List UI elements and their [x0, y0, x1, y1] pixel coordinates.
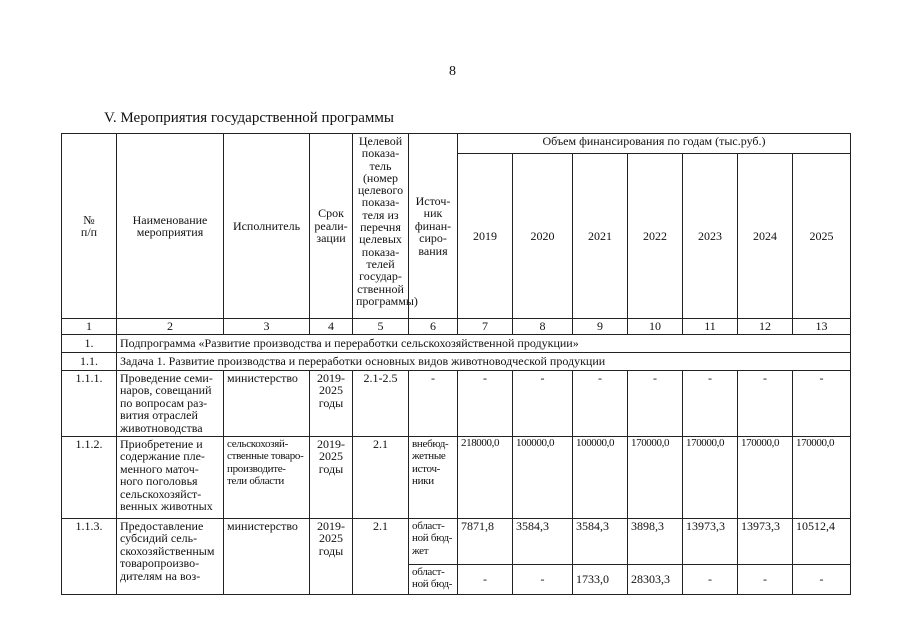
- row-num: 1.1.1.: [62, 370, 117, 436]
- header-name: Наименование мероприятия: [117, 134, 224, 319]
- header-funding: Объем финансирования по годам (тыс.руб.): [458, 134, 851, 154]
- row-value: -: [683, 370, 738, 436]
- program-activities-table: [61, 133, 851, 595]
- subprogram-title: Подпрограмма «Развитие производства и переработки сельскохозяйственной продукции»: [117, 334, 851, 352]
- column-number: 3: [224, 319, 310, 335]
- row-value: -: [513, 370, 573, 436]
- column-number: 8: [513, 319, 573, 335]
- table-row: [62, 436, 851, 518]
- column-number: 11: [683, 319, 738, 335]
- row-term: 2019- 2025 годы: [310, 518, 353, 594]
- header-year: 2023: [683, 154, 738, 319]
- row-value: -: [683, 564, 738, 594]
- row-value: -: [513, 564, 573, 594]
- page-number: 8: [449, 64, 456, 79]
- section-title: V. Мероприятия государственной программы: [104, 110, 394, 126]
- row-value: -: [738, 564, 793, 594]
- header-executor: Исполнитель: [224, 134, 310, 319]
- row-num: 1.1.2.: [62, 436, 117, 518]
- row-value: 100000,0: [513, 436, 573, 518]
- row-executor: сельскохозяй- ственные товаро- производите- тели области: [224, 436, 310, 518]
- row-target: 2.1-2.5: [353, 370, 409, 436]
- header-year: 2024: [738, 154, 793, 319]
- table-row: [62, 518, 851, 564]
- task-num: 1.1.: [62, 352, 117, 370]
- column-number: 12: [738, 319, 793, 335]
- column-number: 7: [458, 319, 513, 335]
- row-value: 3584,3: [573, 518, 628, 564]
- row-value: 100000,0: [573, 436, 628, 518]
- row-value: -: [628, 370, 683, 436]
- header-year: 2025: [793, 154, 851, 319]
- row-value: -: [573, 370, 628, 436]
- header-year: 2021: [573, 154, 628, 319]
- header-target: Целевой показа- тель (номер целевого показа- теля из перечня целевых показа- телей государ- ственной программы): [353, 134, 409, 319]
- column-number: 13: [793, 319, 851, 335]
- row-value: 28303,3: [628, 564, 683, 594]
- task-title: Задача 1. Развитие производства и переработки основных видов животноводческой продукции: [117, 352, 851, 370]
- column-number: 10: [628, 319, 683, 335]
- row-source: -: [409, 370, 458, 436]
- row-name: Проведение семи- наров, совещаний по вопросам раз- вития отраслей животноводства: [117, 370, 224, 436]
- header-year: 2022: [628, 154, 683, 319]
- row-value: 7871,8: [458, 518, 513, 564]
- row-value: -: [738, 370, 793, 436]
- row-value: 13973,3: [683, 518, 738, 564]
- column-number: 1: [62, 319, 117, 335]
- row-value: 218000,0: [458, 436, 513, 518]
- row-target: 2.1: [353, 518, 409, 594]
- row-value: 170000,0: [683, 436, 738, 518]
- row-executor: министерство: [224, 518, 310, 594]
- column-number: 5: [353, 319, 409, 335]
- row-target: 2.1: [353, 436, 409, 518]
- header-source: Источ- ник финан- сиро- вания: [409, 134, 458, 319]
- row-name: Приобретение и содержание пле- менного маточ- ного поголовья сельскохозяйст- венных животных: [117, 436, 224, 518]
- row-value: -: [458, 564, 513, 594]
- row-value: 1733,0: [573, 564, 628, 594]
- row-value: -: [458, 370, 513, 436]
- row-value: 170000,0: [628, 436, 683, 518]
- column-number: 2: [117, 319, 224, 335]
- column-number: 9: [573, 319, 628, 335]
- row-name: Предоставление субсидий сель- скохозяйственным товаропроизво- дителям на воз-: [117, 518, 224, 594]
- row-source: област- ной бюд- жет: [409, 518, 458, 564]
- row-value: -: [793, 564, 851, 594]
- row-source: внебюд- жетные источ- ники: [409, 436, 458, 518]
- column-number: 4: [310, 319, 353, 335]
- column-number: 6: [409, 319, 458, 335]
- row-value: 170000,0: [793, 436, 851, 518]
- row-num: 1.1.3.: [62, 518, 117, 594]
- row-term: 2019- 2025 годы: [310, 436, 353, 518]
- header-year: 2020: [513, 154, 573, 319]
- table-row: [62, 370, 851, 436]
- row-value: 3898,3: [628, 518, 683, 564]
- header-term: Срок реали- зации: [310, 134, 353, 319]
- header-num: № п/п: [62, 134, 117, 319]
- row-value: -: [793, 370, 851, 436]
- row-term: 2019- 2025 годы: [310, 370, 353, 436]
- row-value: 10512,4: [793, 518, 851, 564]
- row-value: 170000,0: [738, 436, 793, 518]
- header-year: 2019: [458, 154, 513, 319]
- row-value: 3584,3: [513, 518, 573, 564]
- subprogram-num: 1.: [62, 334, 117, 352]
- row-value: 13973,3: [738, 518, 793, 564]
- row-executor: министерство: [224, 370, 310, 436]
- row-source: област- ной бюд-: [409, 564, 458, 594]
